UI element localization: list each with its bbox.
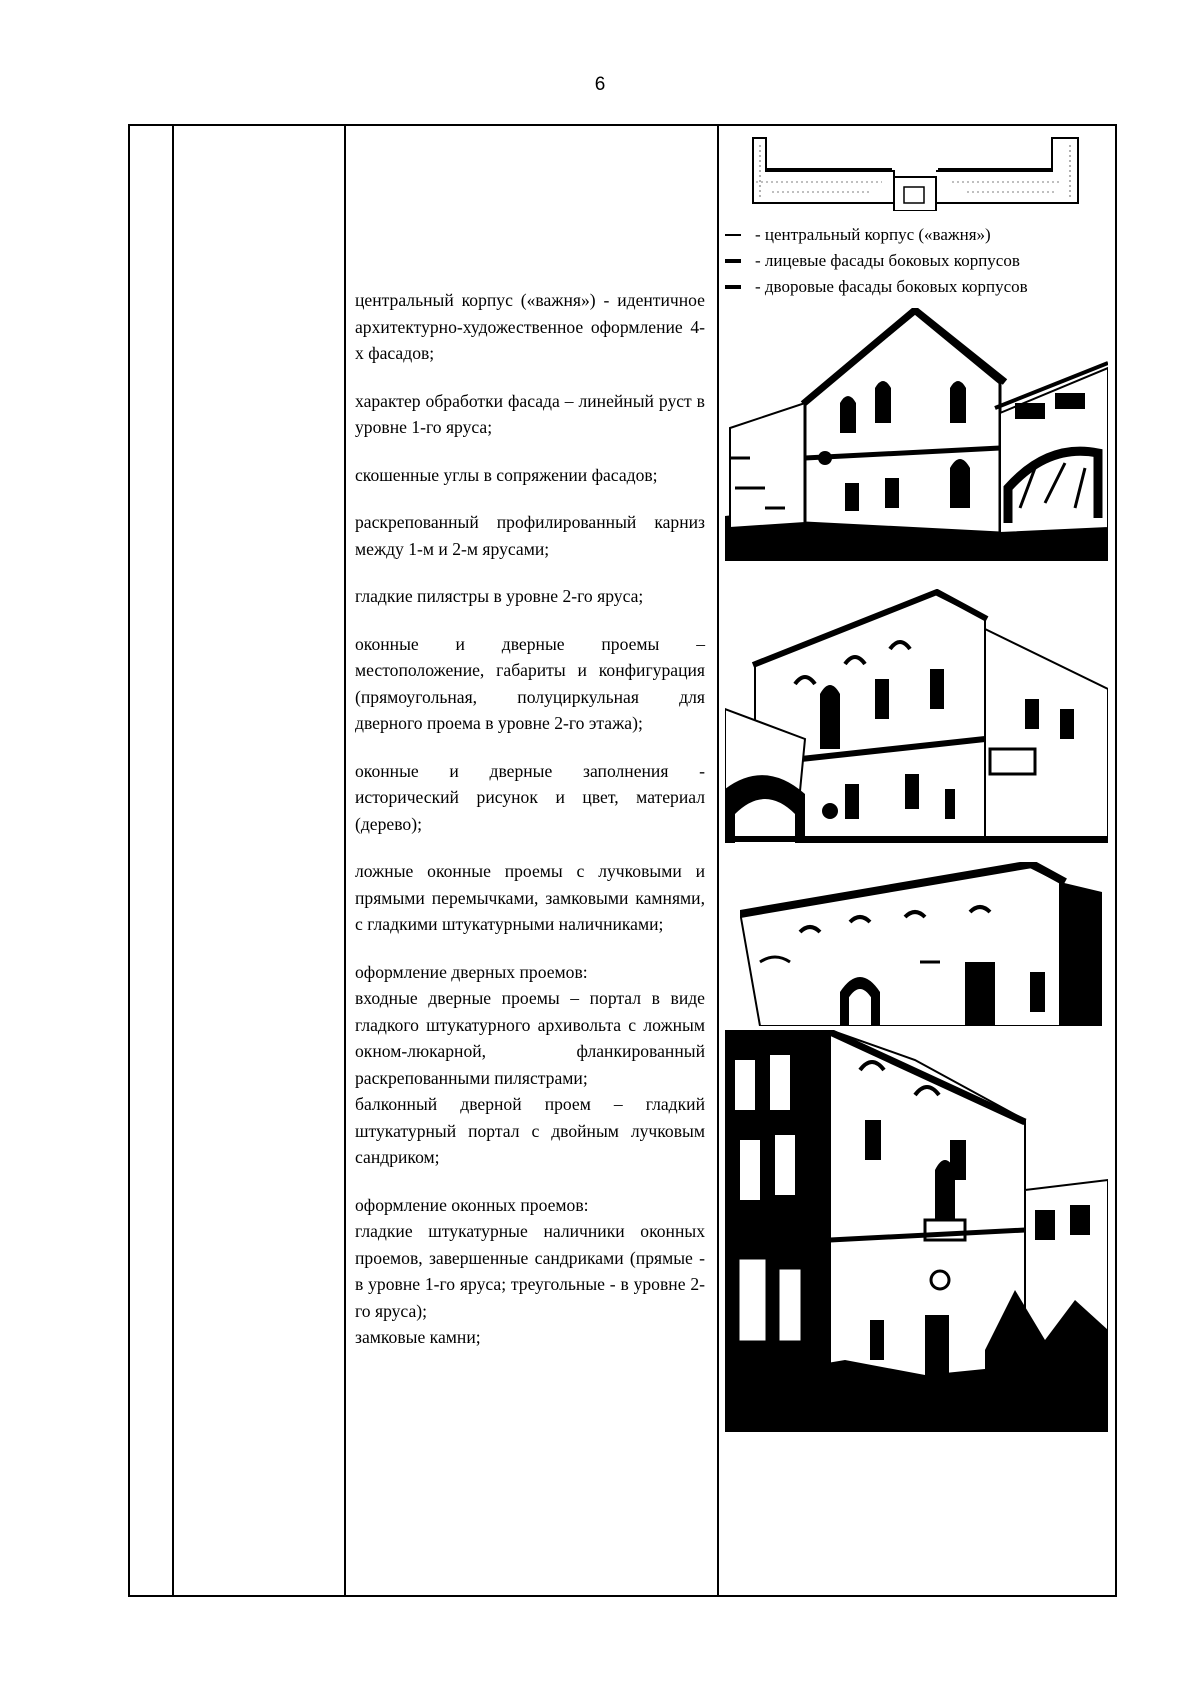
paragraph: оформление оконных проемов: [355, 1194, 589, 1215]
legend-label: - дворовые фасады боковых корпусов [755, 277, 1028, 296]
paragraph: характер обработки фасада – линейный руст в уровне 1-го яруса; [355, 390, 705, 437]
site-plan-diagram [752, 137, 1079, 211]
paragraph: гладкие пилястры в уровне 2-го яруса; [355, 586, 644, 606]
column-divider-1 [172, 126, 174, 1595]
paragraph: раскрепованный профилированный карниз между 1-м и 2-м ярусами; [355, 512, 705, 559]
legend-line-thick [725, 285, 741, 289]
legend-label: - лицевые фасады боковых корпусов [755, 251, 1020, 270]
building-photo-2 [725, 589, 1108, 843]
paragraph: оформление дверных проемов: [355, 961, 588, 982]
legend-line-thin [725, 234, 741, 236]
paragraph: оконные и дверные заполнения - исторический рисунок и цвет, материал (дерево); [355, 760, 705, 834]
paragraph: балконный дверной проем – гладкий штукатурный портал с двойным лучковым сандриком; [355, 1094, 705, 1167]
legend-item-courtyard-facades [725, 274, 1115, 300]
column-divider-2 [344, 126, 346, 1595]
paragraph: оконные и дверные проемы – местоположение, габариты и конфигурация (прямоугольная, полуциркульная для дверного проема в уровне 2-го этажа); [355, 633, 705, 733]
paragraph: ложные оконные проемы с лучковыми и прямыми перемычками, замковыми камнями, с гладкими штукатурными наличниками; [355, 861, 705, 934]
paragraph: скошенные углы в сопряжении фасадов; [355, 464, 658, 485]
column-divider-3 [717, 126, 719, 1595]
page-number: 6 [594, 74, 606, 95]
paragraph: замковые камни; [355, 1327, 481, 1347]
building-photo-3 [740, 862, 1102, 1026]
paragraph: входные дверные проемы – портал в виде гладкого штукатурного архивольта с ложным окном-люкарной, фланкированный раскрепованными пилястрами; [355, 988, 705, 1088]
paragraph: центральный корпус («важня») - идентичное архитектурно-художественное оформление 4-х фасадов; [355, 290, 705, 363]
legend-item-front-facades [725, 248, 1115, 274]
building-photo-4 [725, 1030, 1108, 1432]
paragraph: гладкие штукатурные наличники оконных проемов, завершенные сандриками (прямые - в уровне 1-го яруса; треугольные - в уровне 2-го яруса); [355, 1221, 705, 1321]
legend-label: - центральный корпус («важня») [755, 225, 991, 244]
legend [725, 222, 1115, 300]
legend-item-central [725, 222, 1115, 248]
description-text [355, 287, 705, 1351]
building-photo-1 [725, 308, 1108, 561]
legend-line-thick [725, 259, 741, 263]
